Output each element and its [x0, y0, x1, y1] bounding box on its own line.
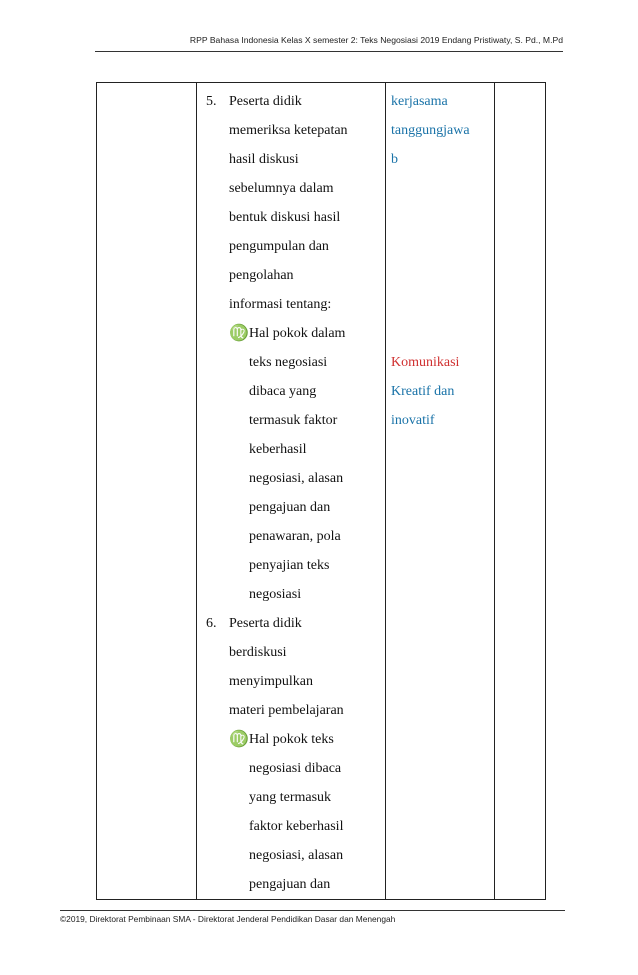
text-line: Peserta didik — [229, 94, 302, 109]
text-line: berdiskusi — [229, 645, 287, 660]
virgo-icon: ♍ — [229, 325, 249, 342]
activity-steps — [197, 83, 385, 899]
text-line: negosiasi — [249, 587, 302, 602]
text-line: penawaran, pola — [249, 529, 341, 544]
text-line: negosiasi, alasan — [249, 471, 344, 486]
text-line: sebelumnya dalam — [229, 181, 334, 196]
text-line: informasi tentang: — [229, 297, 332, 312]
step-number: 5. — [206, 94, 217, 109]
step-5-subpoint — [206, 319, 385, 609]
subpoint-text — [249, 725, 377, 899]
text-line: faktor keberhasil — [249, 819, 344, 834]
value-line: inovatif — [391, 413, 435, 428]
value-line: kerjasama — [391, 94, 448, 109]
empty-cell-left — [97, 83, 197, 900]
step-6-subpoint — [206, 725, 385, 899]
value-line: Kreatif dan — [391, 384, 455, 399]
text-line: Peserta didik — [229, 616, 302, 631]
text-line: menyimpulkan — [229, 674, 313, 689]
empty-cell-right — [495, 83, 546, 900]
text-line: memeriksa ketepatan — [229, 123, 348, 138]
text-line: pengajuan dan — [249, 877, 331, 892]
step-5 — [206, 87, 385, 319]
text-line: dibaca yang — [249, 384, 317, 399]
page-footer: ©2019, Direktorat Pembinaan SMA - Direktorat Jenderal Pendidikan Dasar dan Menengah — [60, 910, 565, 926]
value-line: b — [391, 152, 398, 167]
value-line: Komunikasi — [391, 355, 460, 370]
text-line: teks negosiasi — [249, 355, 328, 370]
text-line: materi pembelajaran — [229, 703, 344, 718]
step-number: 6. — [206, 616, 217, 631]
value-line: tanggungjawa — [391, 123, 470, 138]
text-line: Hal pokok dalam — [249, 326, 346, 341]
character-values-cell — [386, 83, 495, 900]
character-values — [386, 83, 494, 435]
text-line: pengajuan dan — [249, 500, 331, 515]
step-text — [229, 87, 377, 319]
lesson-activity-table — [96, 82, 546, 900]
text-line: hasil diskusi — [229, 152, 299, 167]
text-line: Hal pokok teks — [249, 732, 334, 747]
text-line: bentuk diskusi hasil — [229, 210, 341, 225]
activity-cell — [197, 83, 386, 900]
text-line: negosiasi, alasan — [249, 848, 344, 863]
step-text — [229, 609, 377, 725]
text-line: keberhasil — [249, 442, 307, 457]
text-line: negosiasi dibaca — [249, 761, 342, 776]
text-line: pengumpulan dan — [229, 239, 329, 254]
text-line: termasuk faktor — [249, 413, 338, 428]
page-header: RPP Bahasa Indonesia Kelas X semester 2: Teks Negosiasi 2019 Endang Pristiwaty, S. Pd., M.Pd — [95, 34, 563, 52]
subpoint-text — [249, 319, 377, 609]
text-line: yang termasuk — [249, 790, 332, 805]
table-row — [97, 83, 546, 900]
spacer — [391, 174, 494, 348]
text-line: penyajian teks — [249, 558, 330, 573]
text-line: pengolahan — [229, 268, 294, 283]
virgo-icon: ♍ — [229, 731, 249, 748]
step-6 — [206, 609, 385, 725]
